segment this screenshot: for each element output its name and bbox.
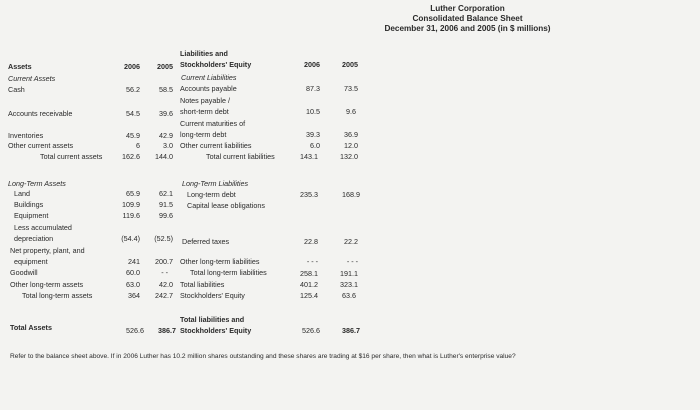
other-long-term-assets-2006: 63.0 <box>126 280 140 289</box>
other-current-liabilities-label: Other current liabilities <box>180 141 252 150</box>
long-term-debt-2006: 235.3 <box>300 190 318 199</box>
total-liabilities-equity-2006: 526.6 <box>302 326 320 335</box>
inventories-label: Inventories <box>8 131 44 140</box>
other-current-assets-label: Other current assets <box>8 141 74 150</box>
ar-label: Accounts receivable <box>8 109 73 118</box>
net-ppe-2005: 200.7 <box>155 257 173 266</box>
depreciation-2006: (54.4) <box>121 234 140 243</box>
total-liabilities-2005: 323.1 <box>340 280 358 289</box>
current-maturities-2005: 36.9 <box>344 130 358 139</box>
assets-heading: Assets <box>8 62 32 71</box>
deferred-taxes-label: Deferred taxes <box>182 237 230 246</box>
year-2005-right: 2005 <box>342 60 358 69</box>
year-2005-left: 2005 <box>157 62 173 71</box>
other-current-assets-2006: 6 <box>136 141 140 150</box>
other-long-term-liabilities-2006: - - - <box>306 257 318 266</box>
company-name: Luther Corporation <box>430 4 505 13</box>
total-long-term-assets-label: Total long-term assets <box>22 291 93 300</box>
cash-label: Cash <box>8 85 25 94</box>
inventories-2005: 42.9 <box>159 131 173 140</box>
net-ppe-label: equipment <box>14 257 48 266</box>
total-current-liabilities-2006: 143.1 <box>300 152 318 161</box>
other-current-assets-2005: 3.0 <box>163 141 173 150</box>
buildings-label: Buildings <box>14 200 44 209</box>
other-current-liabilities-2005: 12.0 <box>344 141 358 150</box>
depreciation-2005: (52.5) <box>154 234 173 243</box>
total-current-liabilities-2005: 132.0 <box>340 152 358 161</box>
total-liabilities-equity-2005: 386.7 <box>342 326 360 335</box>
goodwill-2006: 60.0 <box>126 268 140 277</box>
total-current-assets-2006: 162.6 <box>122 152 140 161</box>
stockholders-equity-label: Stockholders' Equity <box>180 291 245 300</box>
total-long-term-liabilities-2006: 258.1 <box>300 269 318 278</box>
liabilities-heading-2: Stockholders' Equity <box>180 60 252 69</box>
current-liabilities-heading: Current Liabilities <box>181 73 237 82</box>
cash-2006: 56.2 <box>126 85 140 94</box>
cash-2005: 58.5 <box>159 85 173 94</box>
year-2006-right: 2006 <box>304 60 320 69</box>
notes-payable-label-line1: Notes payable / <box>180 96 230 105</box>
total-liabilities-equity-label: Stockholders' Equity <box>180 326 252 335</box>
question-text: Refer to the balance sheet above. If in 2006 Luther has 10.2 million shares outstanding and these shares are trading at $16 per share, then what is Luther's enterprise value? <box>10 353 516 360</box>
deferred-taxes-2005: 22.2 <box>344 237 358 246</box>
land-2005: 62.1 <box>159 189 173 198</box>
other-long-term-liabilities-2005: - - - <box>346 257 358 266</box>
land-label: Land <box>14 189 30 198</box>
capital-lease-label: Capital lease obligations <box>187 201 265 210</box>
liabilities-heading-1: Liabilities and <box>180 49 228 58</box>
less-accumulated-label: Less accumulated <box>14 223 72 232</box>
total-long-term-assets-2006: 364 <box>128 291 140 300</box>
statement-date: December 31, 2006 and 2005 (in $ millions) <box>384 24 551 33</box>
ar-2006: 54.5 <box>126 109 140 118</box>
equipment-2006: 119.6 <box>122 211 140 220</box>
ap-2006: 87.3 <box>306 84 320 93</box>
total-long-term-assets-2005: 242.7 <box>155 291 173 300</box>
inventories-2006: 45.9 <box>126 131 140 140</box>
long-term-debt-label: Long-term debt <box>187 190 236 199</box>
other-long-term-assets-2005: 42.0 <box>159 280 173 289</box>
net-ppe-2006: 241 <box>128 257 140 266</box>
other-long-term-liabilities-label: Other long-term liabilities <box>180 257 260 266</box>
equipment-2005: 99.6 <box>159 211 173 220</box>
notes-payable-2005: 9.6 <box>346 107 356 116</box>
goodwill-label: Goodwill <box>10 268 38 277</box>
ar-2005: 39.6 <box>159 109 173 118</box>
year-2006-left: 2006 <box>124 62 140 71</box>
total-assets-label: Total Assets <box>10 323 52 332</box>
stockholders-equity-2005: 63.6 <box>342 291 356 300</box>
depreciation-label: depreciation <box>14 234 54 243</box>
stockholders-equity-2006: 125.4 <box>300 291 318 300</box>
total-current-assets-2005: 144.0 <box>155 152 173 161</box>
total-liabilities-2006: 401.2 <box>300 280 318 289</box>
total-assets-2005: 386.7 <box>158 326 176 335</box>
equipment-label: Equipment <box>14 211 49 220</box>
notes-payable-2006: 10.5 <box>306 107 320 116</box>
ap-2005: 73.5 <box>344 84 358 93</box>
current-maturities-2006: 39.3 <box>306 130 320 139</box>
buildings-2005: 91.5 <box>159 200 173 209</box>
long-term-assets-heading: Long-Term Assets <box>8 179 66 188</box>
notes-payable-label: short-term debt <box>180 107 229 116</box>
long-term-debt-2005: 168.9 <box>342 190 360 199</box>
total-current-liabilities-label: Total current liabilities <box>206 152 275 161</box>
other-current-liabilities-2006: 6.0 <box>310 141 320 150</box>
long-term-liabilities-heading: Long-Term Liabilities <box>182 179 249 188</box>
net-ppe-label-line1: Net property, plant, and <box>10 246 85 255</box>
buildings-2006: 109.9 <box>122 200 140 209</box>
goodwill-2005: - - <box>161 268 168 277</box>
total-long-term-liabilities-2005: 191.1 <box>340 269 358 278</box>
total-current-assets-label: Total current assets <box>40 152 103 161</box>
current-maturities-label-line1: Current maturities of <box>180 119 246 128</box>
land-2006: 65.9 <box>126 189 140 198</box>
total-long-term-liabilities-label: Total long-term liabilities <box>190 268 267 277</box>
current-assets-heading: Current Assets <box>8 74 56 83</box>
current-maturities-label: long-term debt <box>180 130 227 139</box>
other-long-term-assets-label: Other long-term assets <box>10 280 84 289</box>
ap-label: Accounts payable <box>180 84 237 93</box>
deferred-taxes-2006: 22.8 <box>304 237 318 246</box>
statement-title: Consolidated Balance Sheet <box>412 14 523 23</box>
total-liabilities-label: Total liabilities <box>180 280 225 289</box>
total-assets-2006: 526.6 <box>126 326 144 335</box>
total-liabilities-equity-label-line1: Total liabilities and <box>180 315 245 324</box>
